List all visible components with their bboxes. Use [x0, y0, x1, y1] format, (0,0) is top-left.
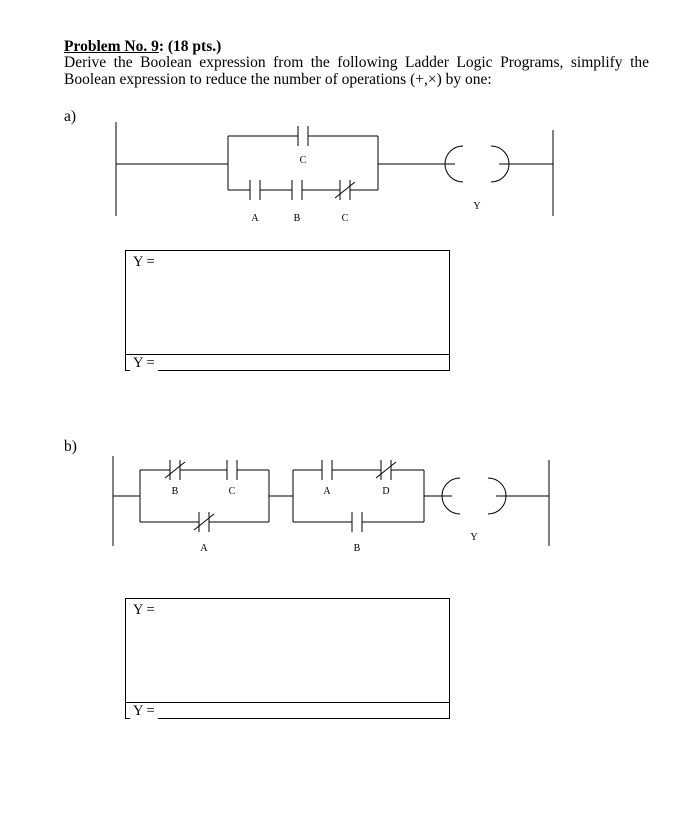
answer-label-top: Y = — [130, 602, 158, 618]
answer-label-top: Y = — [130, 254, 158, 270]
part-b-label: b) — [64, 438, 77, 455]
contact-label: C — [299, 155, 307, 166]
ladder-a — [116, 122, 553, 224]
coil-label: Y — [470, 532, 478, 543]
contact-label: D — [382, 486, 390, 497]
problem-instructions: Derive the Boolean expression from the following Ladder Logic Programs, simplify the Boolean expression to reduce the number of operations (+,×) by one: — [64, 54, 649, 88]
contact-b-no — [292, 180, 302, 200]
contact-label: A — [200, 543, 208, 554]
contact-label: B — [353, 543, 361, 554]
contact-label: A — [251, 213, 259, 224]
contact-label: C — [228, 486, 236, 497]
contact-b-no — [352, 512, 362, 532]
contact-label: B — [171, 486, 179, 497]
answer-divider — [126, 702, 449, 703]
contact-a-no — [250, 180, 260, 200]
answer-divider — [126, 354, 449, 355]
problem-number: Problem No. 9 — [64, 38, 159, 55]
contact-c-no — [227, 460, 237, 480]
coil-label: Y — [473, 201, 481, 212]
contact-label: B — [293, 213, 301, 224]
answer-label-bottom: Y = — [130, 703, 158, 719]
contact-label: C — [341, 213, 349, 224]
answer-box-b[interactable] — [125, 598, 450, 719]
problem-points: : (18 pts.) — [158, 38, 222, 55]
part-a-label: a) — [64, 108, 77, 125]
contact-label: A — [323, 486, 331, 497]
ladder-b — [113, 456, 549, 554]
contact-a-no — [322, 460, 332, 480]
answer-box-a[interactable] — [125, 250, 450, 371]
contact-c-no — [298, 126, 308, 146]
answer-label-bottom: Y = — [130, 355, 158, 371]
